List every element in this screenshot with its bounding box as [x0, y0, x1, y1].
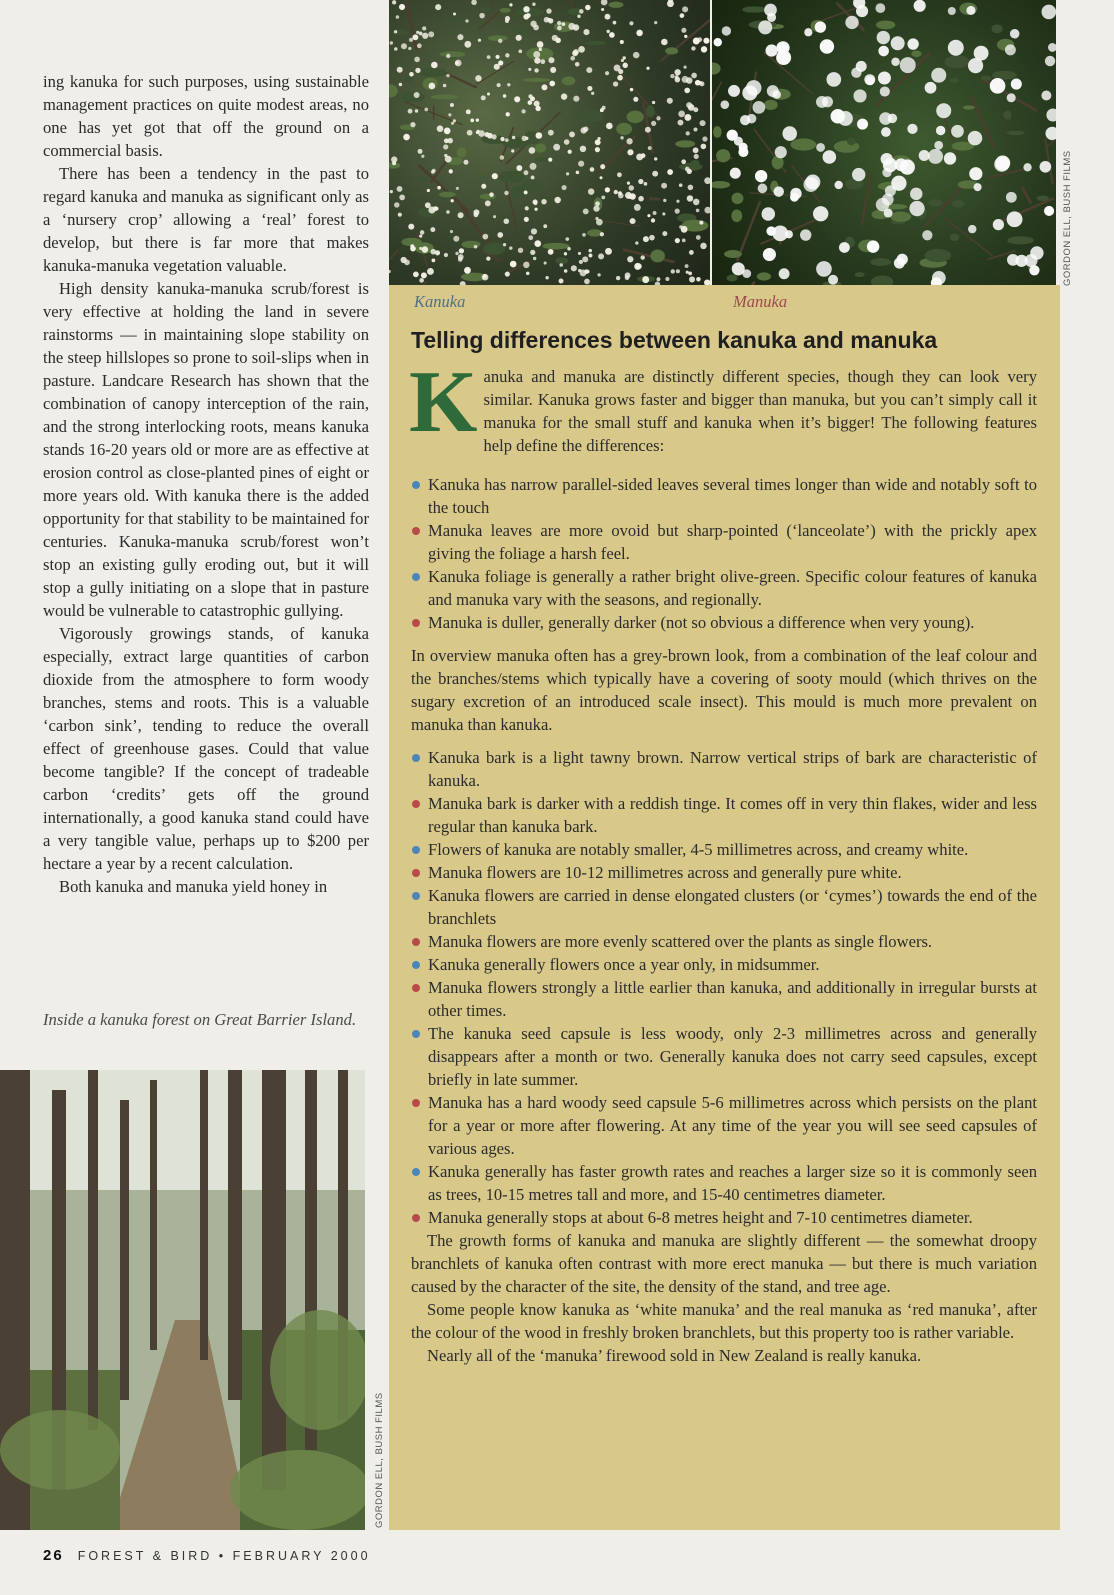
list-item: Kanuka has narrow parallel-sided leaves several times longer than wide and notably soft to the touch: [411, 473, 1037, 519]
closing-paragraph: Some people know kanuka as ‘white manuka’ and the real manuka as ‘red manuka’, after the colour of the wood in freshly broken branchlets, but this property too is rather variable.: [411, 1300, 1037, 1342]
list-item: Kanuka generally flowers once a year only, in midsummer.: [411, 953, 1037, 976]
list-item: Manuka has a hard woody seed capsule 5-6 millimetres across which persists on the plant for a year or more after flowering. At any time of the year you will see seed capsules of various ages.: [411, 1091, 1037, 1160]
kanuka-flowers-illustration: [389, 0, 710, 285]
forest-photo-caption: Inside a kanuka forest on Great Barrier Island.: [43, 1010, 357, 1029]
list-item: Manuka is duller, generally darker (not so obvious a difference when very young).: [411, 611, 1037, 634]
body-paragraph: ing kanuka for such purposes, using sustainable management practices on quite modest areas, no one has yet got that off the ground on a commercial basis.: [43, 72, 369, 160]
list-item: Kanuka foliage is generally a rather bright olive-green. Specific colour features of kanuka and manuka vary with the seasons, and regionally.: [411, 565, 1037, 611]
drop-cap: K: [409, 354, 478, 451]
list-item: Manuka leaves are more ovoid but sharp-pointed (‘lanceolate’) with the prickly apex giving the foliage a harsh feel.: [411, 519, 1037, 565]
body-paragraph: Both kanuka and manuka yield honey in: [59, 877, 328, 896]
publication-info: FOREST & BIRD • FEBRUARY 2000: [77, 1549, 371, 1563]
overview-paragraph: In overview manuka often has a grey-brown look, from a combination of the leaf colour and the branches/stems which typically have a covering of sooty mould (which thrives on the sugary excretion of an introduced scale insect). This mould is much more prevalent on manuka than kanuka.: [411, 646, 1037, 734]
list-item: Manuka bark is darker with a reddish tinge. It comes off in very thin flakes, wider and less regular than kanuka bark.: [411, 792, 1037, 838]
left-column-text: [43, 70, 369, 898]
panel-body: [409, 354, 1037, 1367]
manuka-flowers-photo: [712, 0, 1056, 285]
list-item: Manuka flowers strongly a little earlier than kanuka, and additionally in irregular bursts at other times.: [411, 976, 1037, 1022]
body-paragraph: High density kanuka-manuka scrub/forest is very effective at holding the land in severe rainstorms — in maintaining slope stability on the steep hillslopes so prone to soil-slips when in pasture. Landcare Research has shown that the combination of canopy interception of the rain, and the strong interlocking roots, means kanuka stands 16-20 years old or more are as effective at erosion control as close-planted pines of eight or more years old. With kanuka there is the added opportunity for that stability to be maintained for centuries. Kanuka-manuka scrub/forest won’t stop an existing gully eroding out, but it will stop a gully initiating on a slope that in pasture would be vulnerable to catastrophic gullying.: [43, 279, 369, 620]
forest-illustration: [0, 1070, 365, 1530]
list-item: Kanuka flowers are carried in dense elongated clusters (or ‘cymes’) towards the end of the branchlets: [411, 884, 1037, 930]
manuka-flowers-illustration: [712, 0, 1056, 285]
list-item: Manuka flowers are more evenly scattered over the plants as single flowers.: [411, 930, 1037, 953]
closing-paragraph: Nearly all of the ‘manuka’ firewood sold in New Zealand is really kanuka.: [427, 1346, 922, 1365]
body-paragraph: Vigorously growings stands, of kanuka especially, extract large quantities of carbon dioxide from the atmosphere to form woody branches, stems and roots. This is a valuable ‘carbon sink’, tending to reduce the overall effect of greenhouse gases. Could that value become tangible? If the concept of tradeable carbon ‘credits’ gets off the ground internationally, a good kanuka stand could have a very tangible value, perhaps up to $200 per hectare a year by a recent calculation.: [43, 624, 369, 873]
manuka-photo-label: Manuka: [733, 292, 788, 311]
list-item: Manuka flowers are 10-12 millimetres across and generally pure white.: [411, 861, 1037, 884]
leaf-features-list: [411, 473, 1037, 634]
kanuka-forest-photo: [0, 1070, 365, 1530]
list-item: Kanuka generally has faster growth rates and reaches a larger size so it is commonly seen as trees, 10-15 metres tall and more, and 15-40 centimetres diameter.: [411, 1160, 1037, 1206]
intro-text: anuka and manuka are distinctly different species, though they can look very similar. Kanuka grows faster and bigger than manuka, but you can’t simply call it manuka for the small stuff and kanuka when it’s bigger! The following features help define the differences:: [483, 367, 1037, 455]
kanuka-flowers-photo: [389, 0, 710, 285]
list-item: Manuka generally stops at about 6-8 metres height and 7-10 centimetres diameter.: [411, 1206, 1037, 1229]
list-item: Kanuka bark is a light tawny brown. Narrow vertical strips of bark are characteristic of kanuka.: [411, 746, 1037, 792]
list-item: The kanuka seed capsule is less woody, only 2-3 millimetres across and generally disappears after a month or two. Generally kanuka does not carry seed capsules, except briefly in late summer.: [411, 1022, 1037, 1091]
closing-paragraph: The growth forms of kanuka and manuka are slightly different — the somewhat droopy branchlets of kanuka often contrast with more erect manuka — but there is much variation caused by the character of the site, the density of the stand, and tree age.: [411, 1231, 1037, 1296]
flower-photos-credit: GORDON ELL, BUSH FILMS: [1062, 150, 1073, 286]
page-number: 26: [43, 1547, 64, 1564]
kanuka-photo-label: Kanuka: [414, 292, 466, 311]
body-paragraph: There has been a tendency in the past to regard kanuka and manuka as significant only as a ‘nursery crop’ allowing a ‘real’ forest to develop, but there is far more that makes kanuka-manuka vegetation valuable.: [43, 164, 369, 275]
bark-flower-seed-list: [411, 746, 1037, 1229]
panel-title: Telling differences between kanuka and manuka: [411, 327, 938, 353]
forest-photo-credit: GORDON ELL, BUSH FILMS: [374, 1392, 385, 1528]
page-footer: [43, 1547, 371, 1564]
panel-intro: [409, 354, 1037, 457]
list-item: Flowers of kanuka are notably smaller, 4-5 millimetres across, and creamy white.: [411, 838, 1037, 861]
